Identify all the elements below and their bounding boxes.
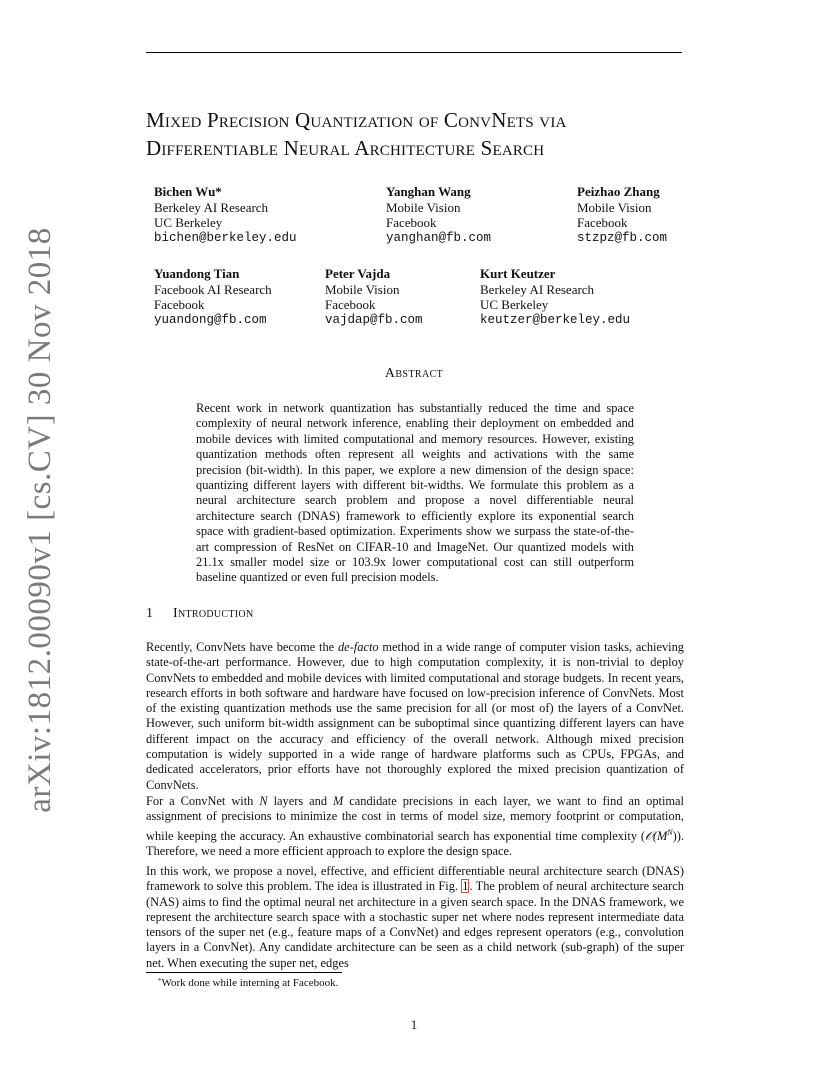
author-affiliation: Facebook AI Research	[154, 281, 272, 297]
author-email[interactable]: keutzer@berkeley.edu	[480, 312, 631, 327]
abstract-text: Recent work in network quantization has substantially reduced the time and space complexity of neural network inference, enabling their deployment on embedded and mobile devices with limited computational and memory resources. However, existing quantization methods often represent all weights and activations with the same precision (bit-width). In this paper, we explore a new dimension of the design space: quantizing different layers with different bit-widths. We formulate this problem as a neural architecture search problem and propose a novel differentiable neural architecture search (DNAS) framework to efficiently explore its exponential search space with gradient-based optimization. Experiments show we surpass the state-of-the-art compression of ResNet on CIFAR-10 and ImageNet. Our quantized models with 21.1x smaller model size or 103.9x lower computational cost can still outperform baseline quantized or even full precision models.	[196, 401, 634, 585]
author-name: Yanghan Wang	[386, 184, 471, 199]
author-affiliation: Mobile Vision	[325, 281, 400, 297]
author-affiliation: Facebook	[386, 215, 437, 230]
author-email[interactable]: bichen@berkeley.edu	[154, 230, 297, 245]
arxiv-identifier: arXiv:1812.00090v1 [cs.CV] 30 Nov 2018	[22, 227, 58, 813]
author-block	[386, 184, 491, 246]
author-name: Yuandong Tian	[154, 266, 240, 281]
author-name: Bichen Wu*	[154, 184, 222, 199]
author-affiliation: Mobile Vision	[577, 199, 652, 215]
author-affiliation: Berkeley AI Research	[154, 199, 269, 215]
author-email[interactable]: yanghan@fb.com	[386, 230, 492, 245]
author-email[interactable]: yuandong@fb.com	[154, 312, 267, 327]
abstract-heading: Abstract	[384, 366, 444, 381]
author-affiliation: Facebook	[577, 215, 628, 230]
footnote-mark: *	[158, 977, 162, 985]
intro-paragraph-3: In this work, we propose a novel, effective, and efficient differentiable neural architecture search (DNAS) framework to solve this problem. The idea is illustrated in Fig. 1. The problem of neural architecture search (NAS) aims to find the optimal neural net architecture in a given search space. In the DNAS framework, we represent the architecture search space with a stochastic super net where nodes represent intermediate data tensors of the super net (e.g., feature maps of a ConvNet) and edges represent operators (e.g., convolution layers in a ConvNet). Any candidate architecture can be seen as a child network (sub-graph) of the super net. When executing the super net, edges	[146, 864, 684, 970]
author-block	[325, 266, 423, 328]
author-affiliation: Berkeley AI Research	[480, 281, 595, 297]
author-name: Peter Vajda	[325, 266, 391, 281]
author-affiliation: UC Berkeley	[480, 297, 549, 312]
author-affiliation: Facebook	[325, 297, 376, 312]
intro-paragraph-2: For a ConvNet with N layers and M candidate precisions in each layer, we want to find an optimal assignment of precisions to minimize the cost in terms of model size, memory footprint or computation, while keeping the accuracy. An exhaustive combinatorial search has exponential time complexity $(𝒪(M^N))$. Therefore, we need a more efficient approach to explore the design space.	[146, 794, 684, 859]
math-var: M	[332, 794, 344, 808]
author-block	[480, 266, 630, 328]
figure-reference-link[interactable]: 1	[462, 879, 469, 894]
author-affiliation: Mobile Vision	[386, 199, 461, 215]
author-affiliation: Facebook	[154, 297, 205, 312]
author-email[interactable]: vajdap@fb.com	[325, 312, 423, 327]
section-title: Introduction	[173, 606, 254, 621]
author-block	[154, 184, 297, 246]
author-name: Kurt Keutzer	[480, 266, 556, 281]
section-number: 1	[146, 606, 154, 621]
math-var: N	[259, 794, 268, 808]
page-number: 1	[410, 1017, 418, 1032]
section-heading-introduction	[146, 606, 253, 622]
footnote-rule	[146, 972, 342, 973]
title-line-1: Mixed Precision Quantization of ConvNets via	[146, 108, 567, 132]
author-block	[577, 184, 667, 246]
author-name: Peizhao Zhang	[577, 184, 660, 199]
math-expression: 𝒪(M	[645, 828, 668, 843]
author-block	[154, 266, 272, 328]
emphasis: de-facto	[337, 640, 379, 654]
title-line-2: Differentiable Neural Architecture Search	[146, 136, 545, 160]
author-email[interactable]: stzpz@fb.com	[577, 230, 668, 245]
top-rule	[146, 52, 682, 53]
footnote-text: Work done while interning at Facebook.	[161, 977, 339, 989]
paper-title	[146, 106, 706, 162]
footnote	[158, 977, 338, 989]
author-affiliation: UC Berkeley	[154, 215, 223, 230]
intro-paragraph-1: Recently, ConvNets have become the de-facto method in a wide range of computer vision tasks, achieving state-of-the-art performance. However, due to high computation complexity, it is non-trivial to deploy ConvNets to embedded and mobile devices with limited computational and storage budgets. In recent years, research efforts in both software and hardware have focused on low-precision inference of ConvNets. Most of the existing quantization methods use the same precision for all (or most of) the layers of a ConvNet. However, such uniform bit-width assignment can be suboptimal since quantizing different layers can have different impact on the accuracy and efficiency of the overall network. Although mixed precision computation is widely supported in a wide range of hardware platforms such as CPUs, FPGAs, and dedicated accelerators, prior efforts have not thoroughly explored the mixed precision quantization of ConvNets.	[146, 640, 684, 792]
